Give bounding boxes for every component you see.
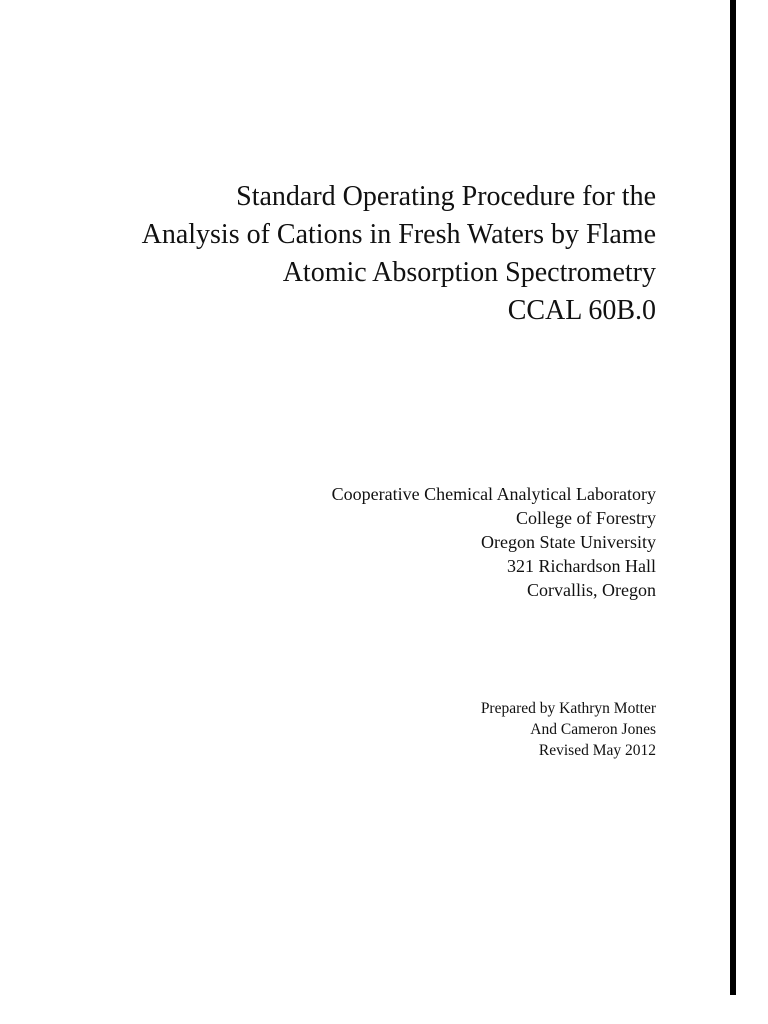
title-line-1: Standard Operating Procedure for the [236,181,656,212]
college-name: College of Forestry [516,508,656,528]
preparation-info [296,698,656,761]
document-code: CCAL 60B.0 [507,295,656,326]
laboratory-name: Cooperative Chemical Analytical Laboratory [331,484,656,504]
title-line-3: Atomic Absorption Spectrometry [282,257,656,288]
revision-date: Revised May 2012 [538,742,656,759]
co-author: And Cameron Jones [530,721,656,738]
document-title [96,178,656,330]
street-address: 321 Richardson Hall [507,556,656,576]
university-name: Oregon State University [481,532,656,552]
organization-address [196,482,656,602]
title-line-2: Analysis of Cations in Fresh Waters by Flame [141,219,656,250]
prepared-by: Prepared by Kathryn Motter [480,700,656,717]
city-state: Corvallis, Oregon [527,580,656,600]
page-edge-border [730,0,736,995]
